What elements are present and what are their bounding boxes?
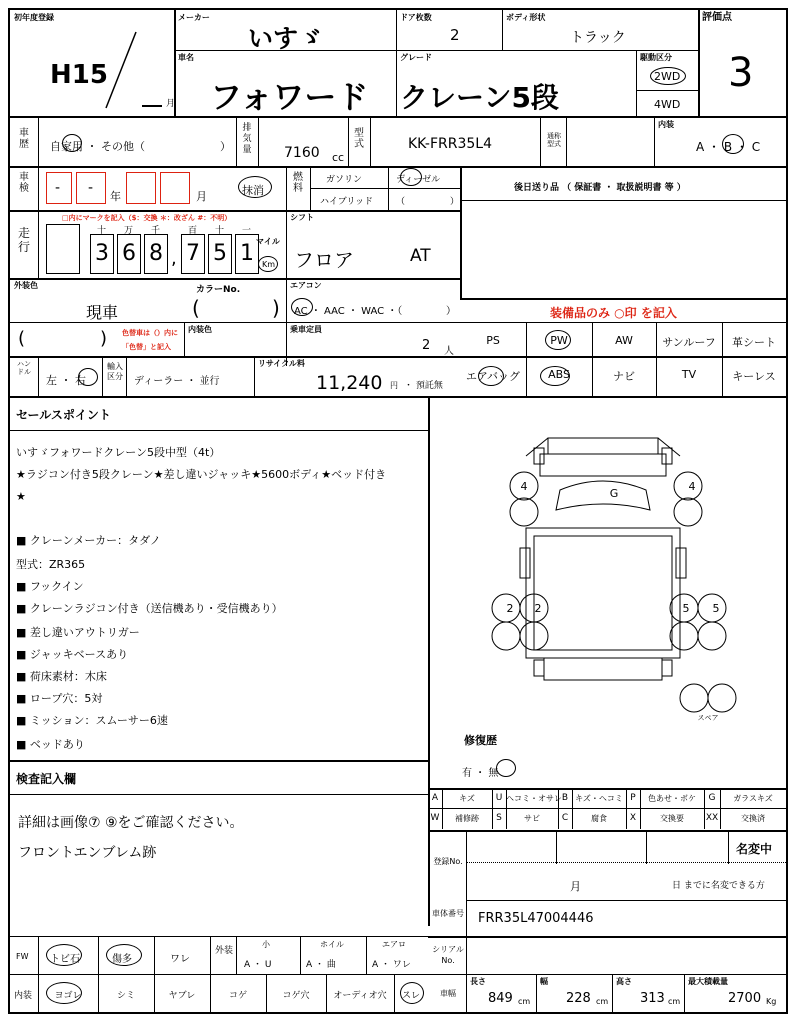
history-value: 自家用 ・ その他（ — [50, 140, 145, 153]
size-label: 車幅 — [440, 989, 456, 998]
legend-desc: 交換要 — [660, 814, 684, 823]
odometer-unit-label: 千 — [151, 226, 161, 236]
fw-exterior-label: 外装 — [214, 946, 233, 956]
odometer-digit: 6 — [117, 234, 141, 274]
recycle-unit: 円 — [390, 381, 398, 390]
common-model-label: 通称型式 — [547, 132, 561, 148]
repair-value: 有 ・ 無 — [462, 768, 499, 779]
sales-line: ★ラジコン付き5段クレーン★差し違いジャッキ★5600ボディ★ベッド付き — [16, 468, 387, 481]
legend-code: P — [630, 793, 636, 803]
odometer-digit: 5 — [208, 234, 232, 274]
model-value: KK-FRR35L4 — [408, 136, 492, 152]
legend-code: S — [496, 813, 502, 823]
odometer-digit: 1 — [235, 234, 259, 274]
interior-item: オーディオ穴 — [333, 991, 387, 1001]
shift-position: フロア — [294, 248, 354, 272]
handle-label: ハンドル — [17, 360, 31, 376]
odometer-unit-label: 十 — [97, 226, 107, 236]
fuel-hybrid: ハイブリッド — [320, 197, 374, 207]
interior-color-label: 内装色 — [188, 325, 212, 334]
exterior-color-label: 外装色 — [14, 281, 38, 290]
displacement-unit: cc — [332, 151, 345, 164]
grade-label: グレード — [400, 53, 432, 62]
fw-item-2: 傷多 — [112, 954, 132, 965]
score-value: 3 — [728, 50, 754, 96]
mark-g: G — [609, 487, 619, 500]
odometer-comma: , — [171, 248, 177, 269]
height-label: 高さ — [616, 977, 632, 986]
delivery-label: 後日送り品 （ 保証書 ・ 取扱説明書 等 ） — [514, 183, 686, 193]
fuel-label: 燃料 — [293, 172, 303, 194]
legend-desc: ガラスキズ — [733, 794, 773, 803]
reg-day-text: 日 までに名変できる方 — [672, 881, 765, 891]
odometer-unit-label: 百 — [188, 226, 198, 236]
capacity-value: 2 — [422, 338, 431, 353]
sales-line: ■ ジャッキベースあり — [16, 648, 129, 661]
legend-desc: サビ — [524, 814, 540, 823]
color-change-note-1: 色替車は（）内に — [122, 329, 178, 337]
repair-label: 修復歴 — [464, 734, 497, 747]
color-paren-close: ) — [100, 328, 108, 349]
sales-title: セールスポイント — [16, 408, 111, 422]
height-unit: cm — [668, 997, 681, 1006]
fw-item-1: トビ石 — [50, 954, 80, 965]
dealer-value: ディーラー ・ 並行 — [134, 376, 220, 387]
sales-line: ■ ロープ穴：5対 — [16, 692, 103, 705]
history-label: 車歴 — [19, 128, 29, 150]
mark-4-left: 4 — [520, 480, 528, 493]
grade-value: クレーン5段 — [400, 81, 559, 114]
interior-mark-circle — [400, 982, 424, 1004]
odometer-unit-label: 十 — [215, 226, 225, 236]
score-label: 評価点 — [702, 12, 732, 23]
history-circle — [62, 134, 82, 152]
chassis-value: FRR35L47004446 — [478, 911, 594, 926]
inspection-note-2: フロントエンブレム跡 — [18, 845, 157, 861]
interior-item: コゲ穴 — [282, 991, 310, 1001]
color-change-note-2: 「色替」と記入 — [122, 343, 171, 351]
interior-item: ヤブレ — [168, 991, 196, 1001]
mark-2-a: 2 — [506, 602, 514, 615]
interior-grade-circle — [722, 134, 744, 154]
equipment-mark-circle — [545, 330, 571, 350]
displacement-label: 排気量 — [242, 123, 252, 155]
drive-2wd-circle — [650, 67, 686, 85]
length-unit: cm — [518, 997, 531, 1006]
shaken-month-suffix: 月 — [196, 190, 207, 203]
repair-none-circle — [496, 759, 516, 777]
equipment-1-5: 革シート — [732, 336, 776, 349]
aircon-label: エアコン — [290, 281, 322, 290]
unregistered-circle — [238, 176, 272, 198]
legend-code: U — [495, 793, 503, 803]
color-paren-open: ( — [18, 328, 26, 349]
length-label: 長さ — [470, 977, 486, 986]
height-value: 313 — [640, 991, 665, 1006]
mile-label: マイル — [256, 237, 280, 246]
recycle-deposit: ・ 預託無 — [404, 381, 443, 391]
maker-value: いすゞ — [248, 24, 324, 53]
odometer-unit-label: 一 — [242, 226, 252, 236]
drive-2wd: 2WD — [654, 70, 681, 83]
equipment-2-2: ABS — [548, 368, 570, 381]
car-name-value: フォワード — [210, 78, 369, 116]
equipment-1-4: サンルーフ — [662, 336, 716, 349]
equipment-2-4: TV — [681, 368, 697, 381]
inspection-note-1: 詳細は画像⑦ ⑨をご確認ください。 — [18, 815, 244, 831]
hybrid-paren-open: （ — [396, 197, 406, 207]
equipment-2-3: ナビ — [613, 370, 635, 383]
interior-item: シミ — [116, 991, 135, 1001]
legend-desc: 腐食 — [591, 814, 607, 823]
fw-aero-label: エアロ — [382, 940, 406, 949]
history-close: ） — [220, 140, 231, 153]
interior-item: ヨゴレ — [54, 991, 82, 1001]
inspection-sheet — [8, 8, 788, 1014]
sales-line: ■ ミッション：スムーサー6速 — [16, 714, 168, 727]
shift-label: シフト — [290, 213, 314, 222]
body-type-label: ボディ形状 — [506, 13, 546, 22]
recycle-value: 11,240 — [316, 372, 383, 394]
serial-label: シリアルNo. — [432, 945, 464, 965]
color-no-paren-close: ) — [272, 296, 280, 320]
color-no-label: カラーNo. — [196, 285, 241, 295]
interior-grades: A ・ B ・ C — [696, 140, 761, 154]
legend-code: XX — [705, 813, 719, 823]
reg-month: 月 — [570, 880, 581, 893]
sales-line: いすゞフォワードクレーン5段中型（4t） — [16, 446, 221, 459]
legend-code: X — [629, 813, 637, 823]
legend-code: B — [561, 793, 569, 803]
hybrid-paren-close: ） — [450, 197, 460, 207]
fw-small-label: 小 — [262, 940, 270, 949]
handle-value: 左 ・ 右 — [46, 374, 86, 387]
capacity-label: 乗車定員 — [290, 325, 322, 334]
fw-small-value: A ・ U — [244, 960, 272, 970]
doors-label: ドア枚数 — [400, 13, 432, 22]
fw-aero-value: A ・ ワレ — [372, 960, 411, 970]
fw-item-3: ワレ — [170, 954, 190, 965]
equipment-1-1: PS — [486, 334, 500, 347]
length-value: 849 — [488, 991, 513, 1006]
weight-label: 最大積載量 — [688, 977, 728, 986]
drive-4wd: 4WD — [654, 98, 681, 111]
registration-label: 登録No. — [433, 857, 463, 866]
legend-code: W — [430, 813, 440, 823]
aircon-close: ） — [446, 306, 456, 317]
odometer-digit: 8 — [144, 234, 168, 274]
drive-label: 駆動区分 — [640, 53, 672, 62]
legend-desc: キズ — [459, 794, 475, 803]
fuel-gasoline: ガソリン — [326, 175, 363, 185]
equipment-mark-circle — [540, 366, 570, 386]
sales-line: ■ 差し違いアウトリガー — [16, 626, 140, 639]
date-slash — [100, 28, 170, 112]
legend-desc: 交換済 — [741, 814, 765, 823]
equipment-1-2: PW — [550, 334, 568, 347]
damage-diagram — [430, 398, 786, 788]
unregistered-label: 抹消 — [242, 184, 264, 197]
legend-desc: 補修跡 — [455, 814, 479, 823]
shaken-month-box-2 — [160, 172, 190, 204]
chassis-label: 車体番号 — [432, 909, 464, 918]
mark-5-b: 5 — [712, 602, 720, 615]
weight-unit: Kg — [766, 997, 777, 1006]
mileage-mark-box — [46, 224, 80, 274]
sales-line: ■ クレーンメーカー：タダノ — [16, 534, 161, 547]
shaken-year-suffix: 年 — [110, 190, 121, 203]
mark-5-a: 5 — [682, 602, 690, 615]
shaken-month-box-1 — [126, 172, 156, 204]
mark-4-right: 4 — [688, 480, 696, 493]
weight-value: 2700 — [728, 991, 762, 1006]
legend-desc: 色あせ・ボケ — [648, 794, 696, 803]
interior-item: コゲ — [228, 991, 247, 1001]
import-label: 輸入区分 — [107, 362, 123, 381]
interior-item: スレ — [401, 991, 420, 1001]
color-no-paren-open: ( — [192, 296, 200, 320]
inspection-label: 車検 — [19, 172, 29, 194]
width-label: 幅 — [540, 977, 548, 986]
displacement-value: 7160 — [284, 145, 320, 161]
fw-item-1-circle — [46, 944, 82, 966]
legend-code: C — [561, 813, 569, 823]
odometer-digit: 3 — [90, 234, 114, 274]
equipment-mark-circle — [478, 366, 504, 386]
fw-wheel-value: A ・ 曲 — [306, 960, 336, 970]
sales-line: ★ — [16, 490, 26, 503]
equipment-header: 装備品のみ ○印 を記入 — [550, 306, 677, 320]
doors-value: 2 — [450, 26, 460, 44]
handle-right-circle — [78, 368, 98, 386]
fw-item-2-circle — [106, 944, 142, 966]
fw-label: FW — [16, 952, 29, 961]
legend-code: A — [431, 793, 439, 803]
fw-wheel-label: ホイル — [320, 940, 344, 949]
first-reg-label: 初年度登録 — [14, 13, 54, 22]
legend-code: G — [708, 793, 716, 803]
maker-label: メーカー — [178, 13, 210, 22]
legend-desc: ヘコミ・オサレ — [506, 794, 562, 803]
km-circle — [258, 256, 278, 272]
capacity-unit: 人 — [444, 346, 454, 357]
km-label: Km — [262, 260, 276, 269]
mark-2-b: 2 — [534, 602, 542, 615]
shift-type: AT — [410, 246, 431, 266]
name-change: 名変中 — [736, 842, 773, 856]
equipment-2-5: キーレス — [732, 370, 776, 383]
sales-line: ■ 荷床素材：木床 — [16, 670, 107, 683]
dash-1: - — [55, 180, 61, 196]
equipment-1-3: AW — [615, 334, 633, 347]
equipment-2-1: エアバッグ — [465, 370, 521, 383]
odometer-unit-label: 万 — [124, 226, 134, 236]
fuel-diesel: ディーゼル — [396, 175, 441, 185]
sales-line: 型式：ZR365 — [16, 558, 86, 571]
body-type-value: トラック — [570, 30, 626, 46]
sales-line: ■ フックイン — [16, 580, 84, 593]
odometer-digit: 7 — [181, 234, 205, 274]
car-name-label: 車名 — [178, 53, 194, 62]
model-label: 型式 — [354, 128, 364, 150]
recycle-label: リサイクル料 — [258, 359, 305, 368]
legend-desc: キズ・ヘコミ — [575, 794, 623, 803]
sales-line: ■ クレーンラジコン付き（送信機あり・受信機あり） — [16, 602, 283, 615]
exterior-color-value: 現車 — [86, 303, 119, 322]
interior-grade-label: 内装 — [658, 120, 674, 129]
dash-2: - — [88, 180, 94, 196]
aircon-ac-circle — [291, 298, 313, 316]
width-value: 228 — [566, 991, 591, 1006]
inspection-notes-title: 検査記入欄 — [16, 772, 77, 786]
interior-mark-circle — [46, 982, 82, 1004]
aircon-options: AC ・ AAC ・ WAC ・（ — [294, 306, 403, 317]
mileage-note: □内にマークを記入（$：交換 ＊：改ざん #：不明） — [62, 214, 232, 222]
mileage-label: 走行 — [17, 226, 30, 254]
spare-label: スペア — [697, 714, 719, 722]
width-unit: cm — [596, 997, 609, 1006]
interior-bottom-label: 内装 — [14, 991, 33, 1001]
first-reg-month: 月 — [166, 99, 176, 109]
sales-line: ■ ベッドあり — [16, 738, 85, 751]
first-reg-era: H15 — [50, 60, 108, 90]
fuel-diesel-circle — [400, 168, 422, 186]
